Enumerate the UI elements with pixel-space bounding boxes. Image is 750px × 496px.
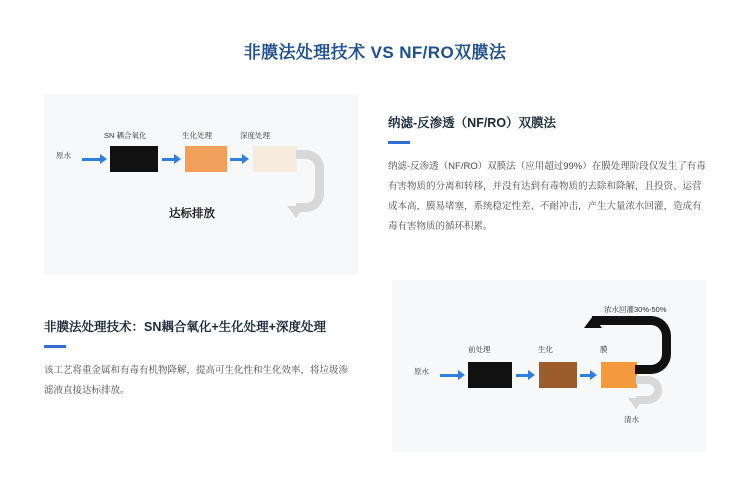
nf-ro-heading: 纳滤-反渗透（NF/RO）双膜法: [388, 116, 557, 130]
recycle-curve: [635, 316, 671, 374]
recycle-label: 浓水回灌30%-50%: [604, 305, 667, 314]
accent-rule-left: [44, 345, 66, 348]
stage-label-sn-oxidation: SN 耦合氧化: [104, 131, 147, 140]
text-block-nf-ro: [388, 114, 708, 237]
diagram-panel-non-membrane: [44, 94, 358, 275]
nf-ro-body: 纳滤-反渗透（NF/RO）双膜法（应用超过99%）在膜处理阶段仅发生了有毒有害物质的分离和转移，并没有达到有毒物质的去除和降解，且投资、运营成本高，膜易堵塞，系统稳定性差、不耐冲击，产生大量浓水回灌，造成有毒有害物质的循环积累。: [388, 160, 706, 232]
non-membrane-heading: 非膜法处理技术：SN耦合氧化+生化处理+深度处理: [44, 320, 326, 334]
stage-label-bio: 生化: [538, 345, 553, 354]
unit-biochemical: [185, 146, 227, 172]
accent-rule-right: [388, 141, 410, 144]
outlet-label: 清水: [624, 415, 639, 424]
discharge-arrowhead: [287, 206, 305, 218]
stage-label-pretreatment: 前处理: [468, 345, 491, 354]
recycle-top-shaft: [592, 316, 638, 325]
stage-label-biochemical: 生化处理: [182, 131, 212, 140]
unit-sn-oxidation: [110, 146, 158, 172]
unit-membrane: [601, 362, 637, 388]
discharge-curve: [296, 150, 324, 212]
unit-pretreatment: [468, 362, 512, 388]
outlet-arrowhead: [628, 398, 644, 409]
page-title: 非膜法处理技术 VS NF/RO双膜法: [243, 43, 507, 62]
stage-label-advanced: 深度处理: [240, 131, 270, 140]
text-block-non-membrane: [44, 318, 354, 401]
inlet-label-b: 原水: [414, 367, 429, 376]
inlet-label: 原水: [56, 151, 71, 160]
stage-label-membrane: 膜: [600, 345, 608, 354]
unit-advanced-treatment: [253, 146, 297, 172]
diagram-panel-nf-ro: [392, 280, 706, 452]
outcome-label: 达标排放: [169, 208, 215, 220]
unit-bio: [539, 362, 577, 388]
non-membrane-body: 该工艺将重金属和有毒有机物降解，提高可生化性和生化效率，将垃圾渗滤液直接达标排放。: [44, 364, 349, 396]
